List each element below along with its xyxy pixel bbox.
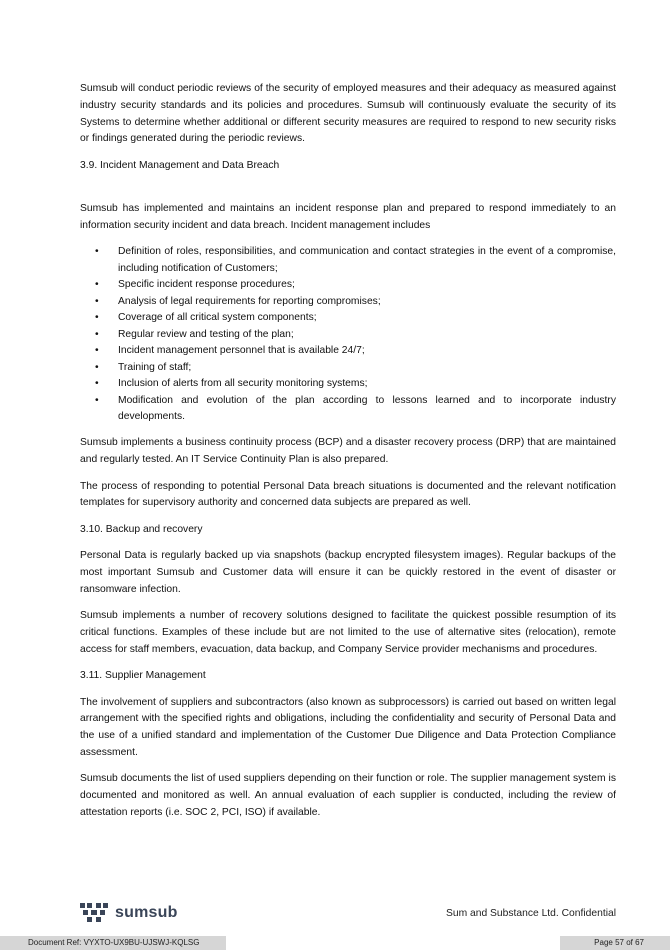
list-item <box>80 244 616 277</box>
list-item <box>80 327 616 344</box>
paragraph-bcp-drp: Sumsub implements a business continuity process (BCP) and a disaster recovery process (DRP) that are maintained and regularly tested. An IT Service Continuity Plan is also prepared. <box>80 437 616 466</box>
paragraph-breach-process: The process of responding to potential Personal Data breach situations is documented and the relevant notification templates for supervisory authority and concerned data subjects are prepared as well. <box>80 480 616 509</box>
brand-name: sumsub <box>115 904 178 921</box>
list-item-text: Modification and evolution of the plan according to lessons learned and to incorporate industry developments. <box>118 394 616 423</box>
incident-management-list <box>80 244 616 426</box>
section-heading-3-9: 3.9. Incident Management and Data Breach <box>80 159 280 171</box>
list-item <box>80 310 616 327</box>
paragraph-supplier-involvement: The involvement of suppliers and subcontractors (also known as subprocessors) is carried out based on written legal arrangement with the specified rights and obligations, including the confidentiality and security of Personal Data and the use of a unified standard and implementation of the Customer Due Diligence and Data Protection Compliance assessment. <box>80 696 616 758</box>
list-item-text: Inclusion of alerts from all security monitoring systems; <box>118 378 368 390</box>
paragraph-backups: Personal Data is regularly backed up via snapshots (backup encrypted filesystem images). Regular backups of the most important Sumsub and Customer data will ensure it can be quickly restored in the event of disaster or ransomware infection. <box>80 550 616 595</box>
list-item-text: Incident management personnel that is available 24/7; <box>118 345 365 357</box>
list-item-text: Regular review and testing of the plan; <box>118 328 294 340</box>
list-item <box>80 277 616 294</box>
bullet-icon: • <box>95 345 99 357</box>
list-item <box>80 360 616 377</box>
bullet-icon: • <box>95 295 99 307</box>
document-body <box>80 81 616 831</box>
list-item <box>80 343 616 360</box>
paragraph-recovery-solutions: Sumsub implements a number of recovery solutions designed to facilitate the quickest possible resumption of its critical functions. Examples of these include but are not limited to the use of alternative sites (relocation), remote access for staff members, evacuation, data backup, and Company Service provider mechanisms and procedures. <box>80 610 616 655</box>
list-item <box>80 393 616 426</box>
list-item-text: Analysis of legal requirements for reporting compromises; <box>118 295 381 307</box>
section-spacer <box>80 184 616 201</box>
section-heading-3-11: 3.11. Supplier Management <box>80 670 206 682</box>
list-item <box>80 294 616 311</box>
bullet-icon: • <box>95 361 99 373</box>
bullet-icon: • <box>95 378 99 390</box>
document-reference: Document Ref: VYXTO-UX9BU-UJSWJ-KQLSG <box>0 936 226 950</box>
bullet-icon: • <box>95 394 99 406</box>
paragraph-periodic-reviews: Sumsub will conduct periodic reviews of the security of employed measures and their adequacy as measured against industry security standards and its policies and procedures. Sumsub will continuously evaluate the security of its Systems to determine whether additional or different security measures are required to respond to new security risks or findings generated during the periodic reviews. <box>80 83 616 145</box>
list-item-text: Training of staff; <box>118 361 192 373</box>
bullet-icon: • <box>95 279 99 291</box>
list-item-text: Specific incident response procedures; <box>118 279 295 291</box>
paragraph-incident-response-plan: Sumsub has implemented and maintains an incident response plan and prepared to respond immediately to an information security incident and data breach. Incident management includes <box>80 203 616 231</box>
bullet-icon: • <box>95 246 99 258</box>
bullet-icon: • <box>95 312 99 324</box>
paragraph-supplier-documentation: Sumsub documents the list of used suppliers depending on their function or role. The supplier management system is documented and monitored as well. An annual evaluation of each supplier is conducted, including the review of attestation reports (i.e. SOC 2, PCI, ISO) if available. <box>80 773 616 818</box>
section-heading-3-10: 3.10. Backup and recovery <box>80 523 203 535</box>
list-item-text: Coverage of all critical system components; <box>118 312 317 324</box>
footer-logo <box>79 902 178 924</box>
bullet-icon: • <box>95 328 99 340</box>
list-item-text: Definition of roles, responsibilities, and communication and contact strategies in the event of a compromise, including notification of Customers; <box>118 246 616 274</box>
sumsub-logo-icon <box>79 902 109 924</box>
confidentiality-notice: Sum and Substance Ltd. Confidential <box>445 908 616 919</box>
list-item <box>80 376 616 393</box>
page-number: Page 57 of 67 <box>560 936 670 950</box>
